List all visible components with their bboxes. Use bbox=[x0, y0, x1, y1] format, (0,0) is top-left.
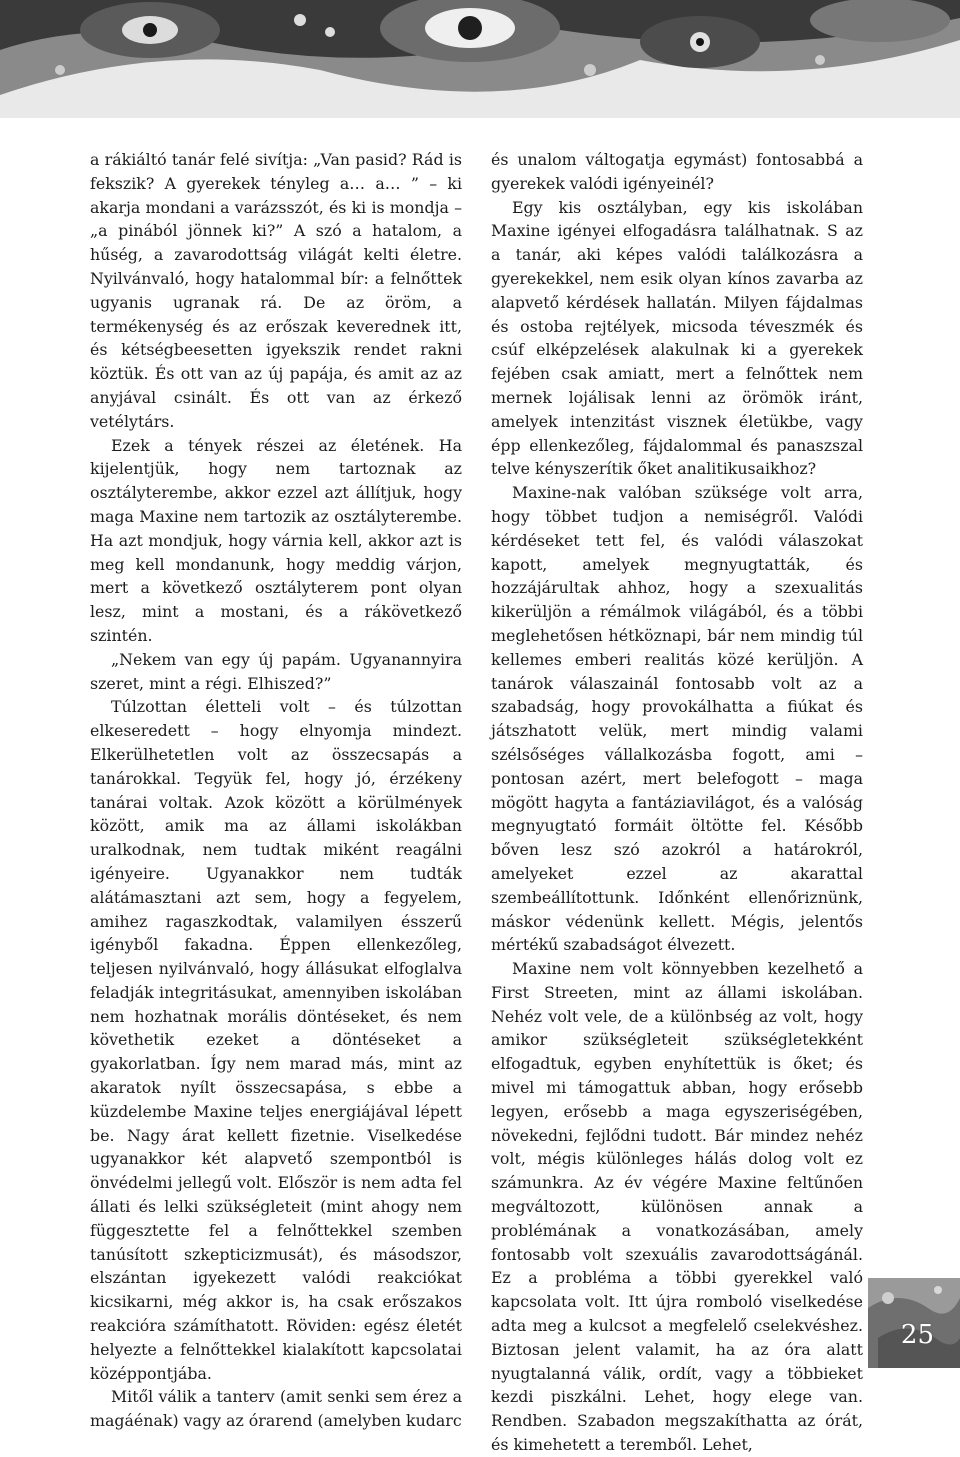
paragraph: a rákiáltó tanár felé sivítja: „Van pasid? Rád is fekszik? A gyerekek tényleg a… a… ” – ki akarja mondani a varázsszót, és ki is mondja – „a pinából jönnek ki?” A szó a hatalom, a hűség, a zavarodottság világát kelti életre. Nyilvánvaló, hogy hatalommal bír: a felnőttek ugyanis ugranak rá. De az öröm, a termékenység és az erőszak keverednek itt, és kétségbeesetten igyekszik rendet rakni köztük. És ott van az új papája, és amit az az anyjával csinált. És ott van az érkező vetélytárs. bbox=[90, 150, 462, 431]
paragraph: Maxine-nak valóban szüksége volt arra, hogy többet tudjon a nemiségről. Valódi kérdéseket tett fel, és valódi válaszokat kapott, amelyek megnyugtatták, és hozzájárultak ahhoz, hogy a szexualitás kikerüljön a rémálmok világából, és a többi meglehetősen hétköznapi, bár nem mindig túl kellemes emberi realitás közé kerüljön. A tanárok válaszainál fontosabb volt az a szabadság, hogy provokálhatta a fiúkat és játszhatott velük, mert mindig valami szélsőséges vállalkozásba fogott, ami – pontosan azért, mert belefogott – maga mögött hagyta a fantáziavilágot, és a valóság megnyugtató formáit öltötte fel. Később bőven lesz szó azokról a határokról, amelyeket ezzel az akarattal szembeállítottunk. Időnként ellenőriznünk, máskor védenünk kellett. Mégis, jelentős mértékű szabadságot élvezett. bbox=[491, 483, 863, 955]
paragraph: Túlzottan életteli volt – és túlzottan elkeseredett – hogy elnyomja mindezt. Elkerülhetetlen volt az összecsapás a tanárokkal. Tegyük fel, hogy jó, érzékeny tanárai voltak. Azok között a körülmények között, amik ma az állami iskolákban uralkodnak, nem tudtak miként reagálni igényeire. Ugyanakkor nem tudták alátámasztani azt sem, hogy a fegyelem, amihez ragaszkodtak, valamilyen ésszerű igényből fakadna. Éppen ellenkezőleg, teljesen nyilvánvaló, hogy állásukat elfoglalva feladják integritásukat, amennyiben iskolában nem hozhatnak morális döntéseket, és nem követhetik ezeket a döntéseket a gyakorlatban. Így nem marad más, mint az akaratok nyílt összecsapása, s ebbe a küzdelembe Maxine teljes energiájával lépett be. Nagy árat kellett fizetnie. Viselkedése ugyanakkor két alapvető szempontból is önvédelmi jellegű volt. Először is nem adta fel állati és lelki szükségleteit (mint ahogy nem függesztette fel a felnőttekkel szemben tanúsított szkepticizmusát), és másodszor, elszántan igyekezett valódi reakciókat kicsikarni, még akkor is, ha csak erőszakos reakcióra számíthatott. Röviden: egész életét helyezte a felnőttekkel kialakított kapcsolatai középpontjába. bbox=[90, 697, 462, 1383]
paragraph: Ezek a tények részei az életének. Ha kijelentjük, hogy nem tartoznak az osztályterembe, akkor ezzel azt állítjuk, hogy maga Maxine nem tartozik az osztályterembe. Ha azt mondjuk, hogy várnia kell, akkor azt is meg kell mondanunk, hogy meddig várjon, mert a következő osztályterem pont olyan lesz, mint a mostani, és a rákövetkező szintén. bbox=[90, 435, 462, 645]
paragraph: és unalom váltogatja egymást) fontosabbá a gyerekek valódi igényeinél? bbox=[491, 150, 863, 193]
decorative-header-image bbox=[0, 0, 960, 118]
paragraph: Maxine nem volt könnyebben kezelhető a First Streeten, mint az állami iskolában. Nehéz volt vele, de a különbség az volt, hogy amikor szükségleteit szükségletekként elfogadtuk, egyben enyhítettük is őket; és mivel mi támogattuk abban, hogy erősebb legyen, erősebb a maga egyszeriségében, növekedni, fejlődni tudott. Bár mindez nehéz volt, mégis különleges hálás dolog volt ez számunkra. Az év végére Maxine feltűnően megváltozott, különösen annak a problémának a vonatkozásában, amely fontosabb volt szexuális zavarodottságánál. Ez a probléma a többi gyerekkel való kapcsolata volt. Itt újra romboló viselkedése adta meg a kulcsot a megfelelő cselekvéshez. Biztosan jelent valamit, ha az óra alatt nyugtalanná válik, ordít, vagy a többieket kezdi piszkálni. Lehet, hogy elege van. Rendben. Szabadon megszakíthatta az órát, és kimehetett a teremből. Lehet, bbox=[491, 959, 863, 1455]
page-number: 25 bbox=[900, 1320, 934, 1350]
paragraph: Egy kis osztályban, egy kis iskolában Maxine igényei elfogadásra találhatnak. S az a tanár, aki képes valódi találkozásra a gyerekekkel, nem esik olyan kínos zavarba az alapvető kérdések hallatán. Milyen fájdalmas és ostoba rejtélyek, micsoda téveszmék és csúf elképzelések alakulnak ki a gyerekek fejében csak amiatt, mert a felnőttek nem mernek lojálisak lenni az örömök iránt, amelyek intenzitást visznek életükbe, vagy épp ellenkezőleg, fájdalommal és panaszszal telve kényszerítik őket analitikusaikhoz? bbox=[491, 197, 863, 479]
paragraph: Mitől válik a tanterv (amit senki sem érez a magáénak) vagy az órarend (amelyben kudarc bbox=[90, 1387, 462, 1431]
left-text-column bbox=[90, 148, 462, 1433]
right-text-column bbox=[491, 148, 863, 1457]
paragraph: „Nekem van egy új papám. Ugyanannyira szeret, mint a régi. Elhiszed?” bbox=[90, 649, 462, 693]
